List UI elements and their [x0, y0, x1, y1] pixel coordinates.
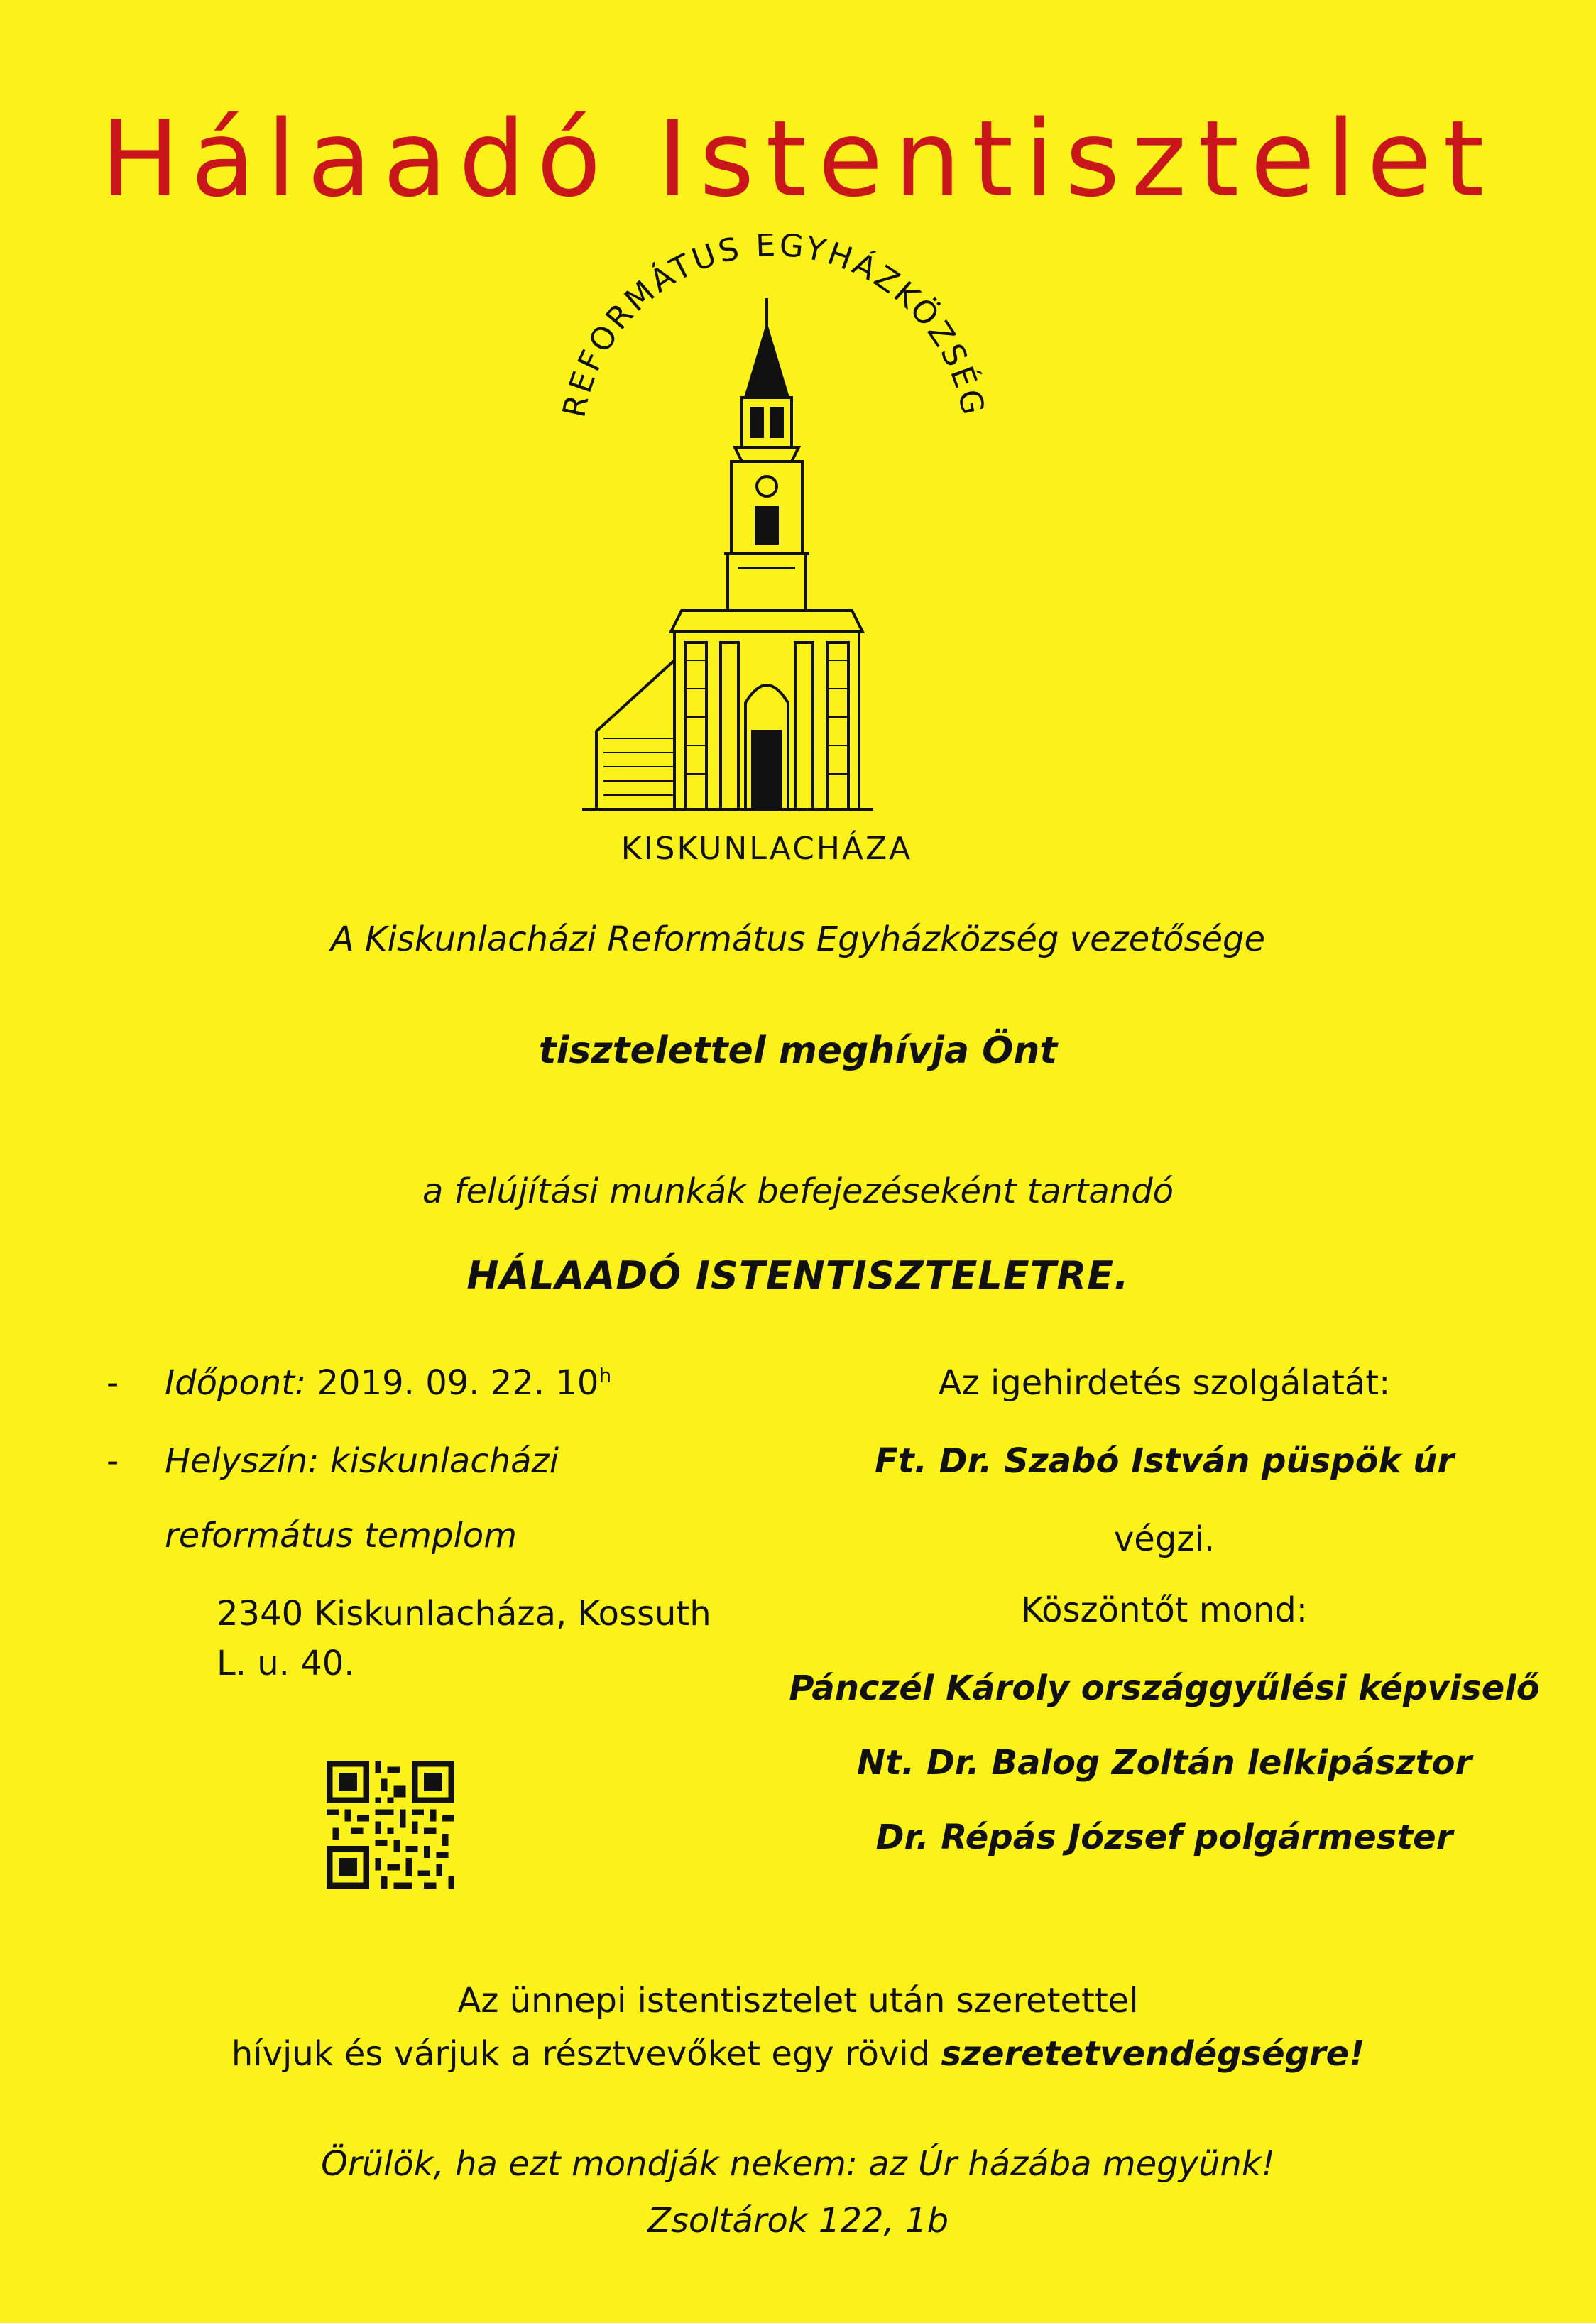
place-value: kiskunlacházi — [329, 1441, 559, 1481]
invite-text: tisztelettel meghívja Önt — [538, 1029, 1058, 1072]
logo-bottom-text: KISKUNLACHÁZA — [621, 831, 913, 867]
greeter-1: Pánczél Károly országgyűlési képviselő — [789, 1668, 1540, 1708]
closing-line-2-emphasis: szeretetvendégségre! — [941, 2034, 1365, 2074]
place-label: Helyszín: — [165, 1441, 319, 1481]
preacher-name: Ft. Dr. Szabó István püspök úr — [874, 1441, 1455, 1481]
closing-line-1: Az ünnepi istentisztelet után szeretettel — [457, 1981, 1139, 2021]
preaching-intro: Az igehirdetés szolgálatát: — [938, 1363, 1391, 1403]
greeting-intro: Köszöntőt mond: — [1021, 1590, 1308, 1630]
event-title: HÁLAADÓ ISTENTISZTELETRE. — [466, 1253, 1130, 1298]
time-sup: h — [598, 1364, 612, 1387]
greeter-2: Nt. Dr. Balog Zoltán lelkipásztor — [856, 1743, 1472, 1783]
preaching-verb: végzi. — [1113, 1519, 1215, 1559]
church-logo — [540, 234, 994, 873]
time-row: - Időpont: 2019. 09. 22. 10$^h$ — [106, 1363, 612, 1403]
closing-line-2-text: hívjuk és várjuk a résztvevőket egy rövid — [231, 2034, 941, 2074]
address-line-2: L. u. 40. — [217, 1644, 355, 1683]
intro-text: A Kiskunlacházi Református Egyházközség vezetősége — [330, 919, 1266, 959]
bible-verse-reference: Zsoltárok 122, 1b — [647, 2201, 949, 2241]
church-drawing-icon — [582, 298, 873, 809]
occasion-text: a felújítási munkák befejezéseként tartandó — [422, 1171, 1174, 1211]
time-label: Időpont: — [165, 1363, 307, 1403]
place-value-2: református templom — [165, 1516, 517, 1556]
qr-code-icon — [327, 1761, 454, 1889]
greeter-3: Dr. Répás József polgármester — [875, 1818, 1453, 1857]
logo-arc-text: REFORMÁTUS EGYHÁZKÖZSÉG — [556, 234, 992, 421]
address-line-1: 2340 Kiskunlacháza, Kossuth — [217, 1594, 711, 1634]
time-value: 2019. 09. 22. 10 — [317, 1363, 599, 1403]
bible-verse: Örülök, ha ezt mondják nekem: az Úr házába megyünk! — [321, 2144, 1275, 2184]
closing-line-2 — [0, 2034, 1596, 2074]
place-row: - Helyszín: kiskunlacházi — [106, 1441, 559, 1481]
page-title: Hálaadó Istentisztelet — [100, 98, 1496, 220]
